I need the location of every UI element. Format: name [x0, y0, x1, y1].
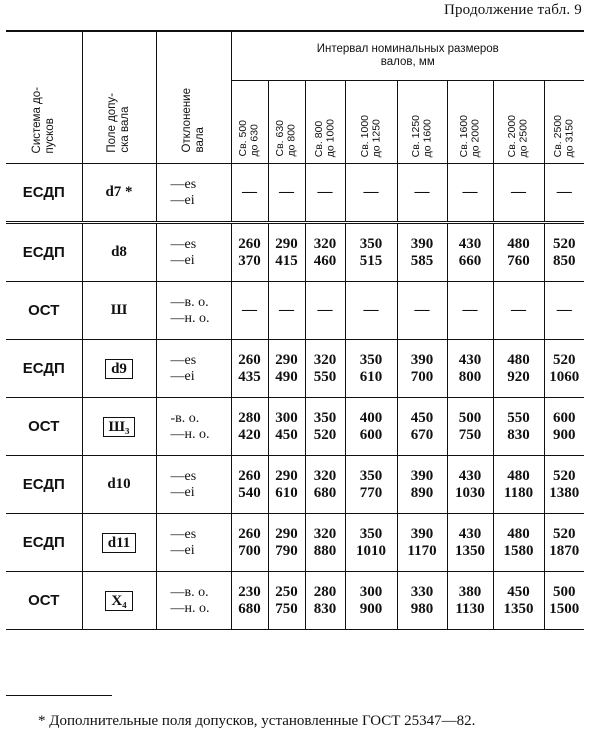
- table-row: [6, 456, 584, 514]
- value-cell: [493, 340, 544, 398]
- header-range-label: Св. 1600 до 2000: [457, 114, 481, 157]
- value-cell: [305, 282, 345, 340]
- value-cell: [493, 456, 544, 514]
- header-range-5: [397, 81, 447, 164]
- deviation-label: —н. о.: [170, 600, 210, 616]
- table-row: [6, 282, 584, 340]
- value-text: —: [317, 302, 333, 318]
- value-cell: [493, 572, 544, 630]
- header-range-3: [305, 81, 345, 164]
- value-text: 500 1500: [549, 583, 580, 617]
- field-cell: [82, 282, 156, 340]
- value-text: —: [317, 184, 333, 200]
- value-cell: [268, 282, 305, 340]
- header-system: [6, 31, 82, 164]
- table-row: [6, 572, 584, 630]
- value-cell: [544, 340, 584, 398]
- value-cell: [305, 572, 345, 630]
- field-label: Ш₃: [103, 417, 136, 437]
- table-row: [6, 164, 584, 223]
- value-text: —: [363, 302, 379, 318]
- value-text: 430 800: [458, 351, 482, 385]
- deviation-label: —ei: [170, 252, 195, 268]
- system-cell: ЕСДП: [6, 223, 82, 282]
- field-cell: [82, 572, 156, 630]
- value-cell: [397, 572, 447, 630]
- value-text: —: [279, 302, 294, 318]
- deviation-cell: [156, 282, 231, 340]
- value-text: 320 680: [313, 467, 337, 501]
- header-range-7: [493, 81, 544, 164]
- value-cell: [544, 572, 584, 630]
- field-label: X₄: [105, 591, 132, 611]
- value-cell: [231, 398, 268, 456]
- value-text: 290 415: [275, 235, 298, 269]
- deviation-cell: [156, 223, 231, 282]
- header-range-label: Св. 630 до 800: [274, 120, 298, 157]
- value-text: 290 610: [275, 467, 298, 501]
- value-cell: [231, 164, 268, 223]
- deviation-label: —н. о.: [170, 426, 210, 442]
- header-range-label: Св. 1000 до 1250: [358, 114, 382, 157]
- header-field-label: Поле допу- ска вала: [106, 93, 131, 153]
- value-text: —: [242, 302, 257, 318]
- table-row: [6, 514, 584, 572]
- value-cell: [268, 164, 305, 223]
- value-cell: [345, 340, 397, 398]
- value-cell: [305, 223, 345, 282]
- header-range-6: [447, 81, 493, 164]
- system-cell: ОСТ: [6, 572, 82, 630]
- value-text: —: [363, 184, 379, 200]
- value-text: 300 900: [359, 583, 383, 617]
- value-cell: [397, 164, 447, 223]
- value-text: 290 790: [275, 525, 298, 559]
- value-text: —: [462, 184, 478, 200]
- table-row: [6, 223, 584, 282]
- table-caption: Продолжение табл. 9: [443, 2, 582, 18]
- field-label: d7 *: [105, 184, 133, 200]
- value-text: 260 540: [238, 467, 261, 501]
- value-cell: [268, 456, 305, 514]
- value-cell: [447, 398, 493, 456]
- header-range-label: Св. 2000 до 2500: [506, 114, 530, 157]
- value-cell: [447, 514, 493, 572]
- value-text: 450 1350: [503, 583, 534, 617]
- header-deviation: [156, 31, 231, 164]
- value-text: 390 700: [410, 351, 434, 385]
- deviation-cell: [156, 456, 231, 514]
- value-text: 260 700: [238, 525, 261, 559]
- value-cell: [345, 164, 397, 223]
- value-text: —: [414, 302, 430, 318]
- value-text: —: [556, 184, 572, 200]
- value-text: 390 890: [410, 467, 434, 501]
- header-range-1: [231, 81, 268, 164]
- deviation-cell: [156, 398, 231, 456]
- value-cell: [544, 223, 584, 282]
- deviation-label: —es: [170, 468, 197, 484]
- value-cell: [544, 164, 584, 223]
- deviation-label: —ei: [170, 484, 195, 500]
- value-cell: [305, 456, 345, 514]
- value-text: 430 660: [458, 235, 482, 269]
- value-text: —: [414, 184, 430, 200]
- value-cell: [447, 282, 493, 340]
- value-cell: [268, 223, 305, 282]
- header-field: [82, 31, 156, 164]
- value-cell: [493, 514, 544, 572]
- deviation-label: —es: [170, 236, 197, 252]
- value-cell: [544, 282, 584, 340]
- value-text: 500 750: [458, 409, 482, 443]
- value-cell: [397, 223, 447, 282]
- value-cell: [493, 164, 544, 223]
- value-text: —: [556, 302, 572, 318]
- value-text: 390 1170: [407, 525, 437, 559]
- deviation-cell: [156, 340, 231, 398]
- value-text: 350 1010: [356, 525, 386, 559]
- system-cell: ЕСДП: [6, 456, 82, 514]
- value-text: 450 670: [410, 409, 434, 443]
- deviation-label: —н. о.: [170, 310, 210, 326]
- value-text: —: [511, 302, 526, 318]
- deviation-label: —ei: [170, 368, 195, 384]
- system-cell: ЕСДП: [6, 514, 82, 572]
- deviation-label: —в. о.: [170, 294, 209, 310]
- header-range-4: [345, 81, 397, 164]
- deviation-cell: [156, 572, 231, 630]
- value-cell: [397, 514, 447, 572]
- value-text: 330 980: [410, 583, 434, 617]
- field-label: d8: [111, 244, 127, 260]
- deviation-label: -в. о.: [170, 410, 200, 426]
- value-text: 550 830: [507, 409, 530, 443]
- deviation-label: —в. о.: [170, 584, 209, 600]
- value-cell: [345, 223, 397, 282]
- value-text: 390 585: [410, 235, 434, 269]
- value-text: 520 1870: [549, 525, 580, 559]
- deviation-label: —es: [170, 526, 197, 542]
- value-text: 280 420: [238, 409, 261, 443]
- system-cell: ЕСДП: [6, 164, 82, 223]
- field-cell: [82, 514, 156, 572]
- header-range-label: Св. 500 до 630: [237, 120, 261, 157]
- header-deviation-label: Отклонение вала: [180, 88, 206, 153]
- value-cell: [345, 398, 397, 456]
- value-cell: [397, 282, 447, 340]
- value-cell: [447, 164, 493, 223]
- header-range-label: Св. 2500 до 3150: [551, 114, 576, 157]
- value-text: 350 610: [359, 351, 383, 385]
- value-cell: [345, 456, 397, 514]
- deviation-cell: [156, 164, 231, 223]
- value-text: 320 460: [313, 235, 337, 269]
- value-cell: [231, 456, 268, 514]
- tolerance-table: [6, 30, 584, 630]
- value-text: 400 600: [359, 409, 383, 443]
- value-text: 520 1380: [549, 467, 580, 501]
- value-cell: [268, 514, 305, 572]
- table-row: [6, 340, 584, 398]
- value-cell: [397, 398, 447, 456]
- value-cell: [268, 340, 305, 398]
- header-range-title: [231, 31, 584, 81]
- header-range-2: [268, 81, 305, 164]
- field-label: d11: [102, 533, 137, 553]
- value-text: 520 1060: [549, 351, 580, 385]
- value-cell: [447, 572, 493, 630]
- field-cell: [82, 340, 156, 398]
- value-text: 260 435: [238, 351, 261, 385]
- field-cell: [82, 456, 156, 514]
- value-text: 300 450: [275, 409, 298, 443]
- value-text: 290 490: [275, 351, 298, 385]
- value-text: 480 760: [507, 235, 530, 269]
- value-text: 430 1030: [455, 467, 485, 501]
- field-cell: [82, 398, 156, 456]
- value-text: 480 1580: [503, 525, 534, 559]
- value-text: —: [242, 184, 257, 200]
- system-cell: ЕСДП: [6, 340, 82, 398]
- value-text: 520 850: [553, 235, 576, 269]
- value-cell: [305, 398, 345, 456]
- value-text: 350 770: [359, 467, 383, 501]
- value-cell: [447, 456, 493, 514]
- value-cell: [345, 514, 397, 572]
- table-row: [6, 398, 584, 456]
- field-label: Ш: [110, 302, 128, 318]
- value-text: —: [462, 302, 478, 318]
- header-range-title-text: Интервал номинальных размеров валов, мм: [316, 43, 499, 68]
- value-cell: [231, 282, 268, 340]
- footnote-rule: [6, 695, 112, 696]
- value-text: —: [511, 184, 526, 200]
- header-system-label: Система до- пусков: [30, 86, 56, 153]
- value-text: 350 520: [313, 409, 337, 443]
- value-cell: [345, 282, 397, 340]
- value-cell: [305, 514, 345, 572]
- value-cell: [305, 340, 345, 398]
- value-cell: [447, 223, 493, 282]
- footnote: * Дополнительные поля допусков, установленные ГОСТ 25347—82.: [38, 713, 476, 729]
- deviation-cell: [156, 514, 231, 572]
- field-cell: [82, 223, 156, 282]
- value-text: 430 1350: [455, 525, 485, 559]
- header-range-8: [544, 81, 584, 164]
- field-label: d10: [107, 476, 131, 492]
- value-text: 350 515: [359, 235, 383, 269]
- value-text: 320 880: [313, 525, 337, 559]
- value-text: 280 830: [313, 583, 337, 617]
- value-text: 230 680: [238, 583, 261, 617]
- value-cell: [544, 398, 584, 456]
- value-cell: [493, 398, 544, 456]
- field-label: d9: [105, 359, 133, 379]
- header-range-label: Св. 1250 до 1600: [409, 114, 433, 157]
- header-range-label: Св. 800 до 1000: [312, 118, 336, 157]
- value-cell: [544, 514, 584, 572]
- value-cell: [493, 282, 544, 340]
- value-cell: [231, 514, 268, 572]
- deviation-label: —ei: [170, 192, 195, 208]
- deviation-label: —es: [170, 176, 197, 192]
- value-text: 480 1180: [503, 467, 534, 501]
- value-cell: [345, 572, 397, 630]
- system-cell: ОСТ: [6, 282, 82, 340]
- value-cell: [268, 398, 305, 456]
- system-cell: ОСТ: [6, 398, 82, 456]
- value-cell: [397, 340, 447, 398]
- deviation-label: —ei: [170, 542, 195, 558]
- value-cell: [447, 340, 493, 398]
- value-text: 600 900: [553, 409, 576, 443]
- value-cell: [268, 572, 305, 630]
- value-text: —: [279, 184, 294, 200]
- value-cell: [231, 223, 268, 282]
- value-cell: [397, 456, 447, 514]
- value-cell: [231, 572, 268, 630]
- value-text: 260 370: [238, 235, 261, 269]
- value-cell: [231, 340, 268, 398]
- field-cell: [82, 164, 156, 223]
- value-text: 380 1130: [455, 583, 485, 617]
- deviation-label: —es: [170, 352, 197, 368]
- value-text: 320 550: [313, 351, 337, 385]
- value-cell: [544, 456, 584, 514]
- value-text: 480 920: [507, 351, 530, 385]
- value-text: 250 750: [275, 583, 298, 617]
- value-cell: [305, 164, 345, 223]
- value-cell: [493, 223, 544, 282]
